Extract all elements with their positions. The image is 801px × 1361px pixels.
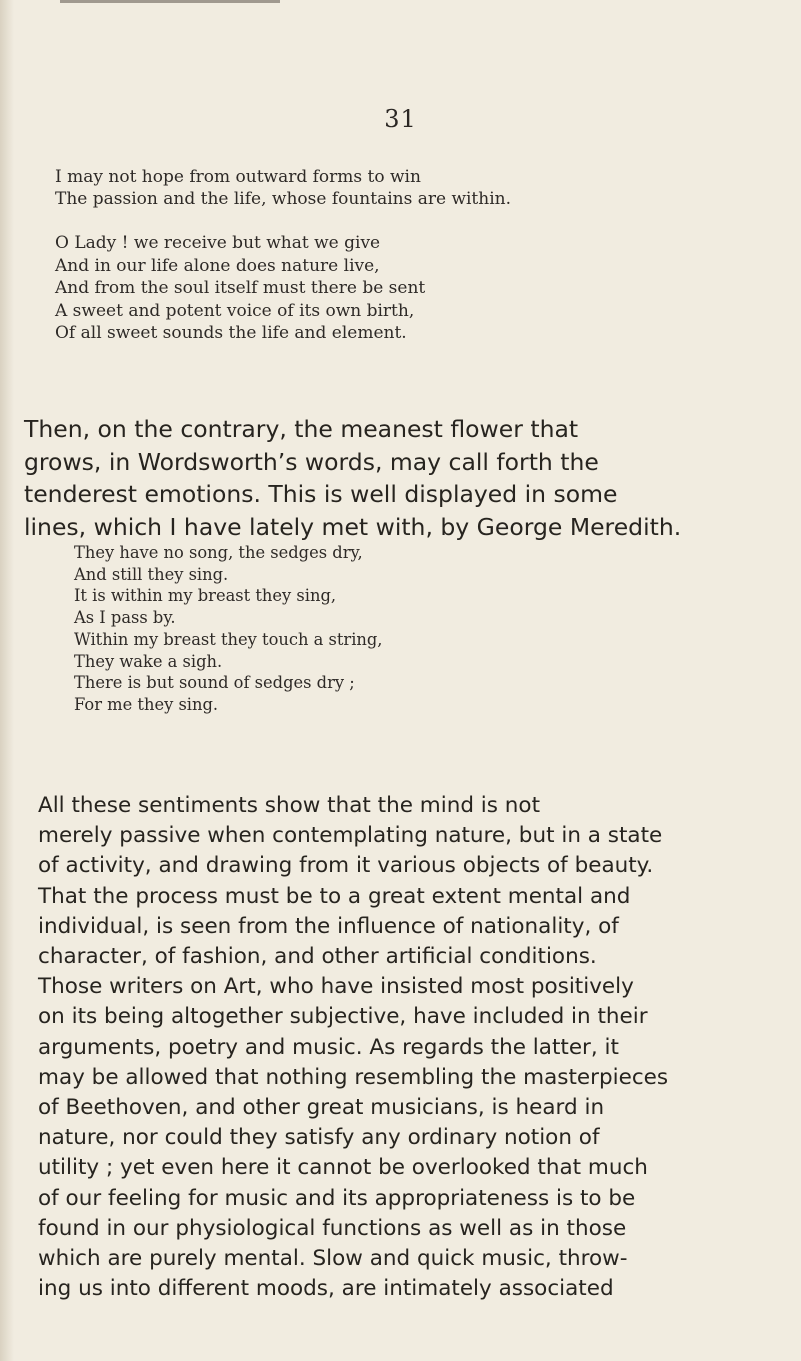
page-number: 31 (384, 105, 417, 133)
paragraph-line: nature, nor could they satisfy any ordinary notion of (38, 1125, 600, 1151)
paragraph-line: Then, on the contrary, the meanest flower that (24, 415, 579, 443)
poem-quote-second (55, 232, 425, 345)
poem-line: Of all sweet sounds the life and element. (55, 323, 407, 343)
paragraph-line: of activity, and drawing from it various objects of beauty. (38, 853, 654, 879)
poem-line: It is within my breast they sing, (74, 586, 337, 606)
poem-line: There is but sound of sedges dry ; (74, 673, 355, 693)
paragraph-line: of our feeling for music and its appropriateness is to be (38, 1185, 636, 1211)
poem-line: And in our life alone does nature live, (55, 255, 380, 276)
paragraph-line: individual, is seen from the influence of nationality, of (38, 913, 619, 939)
paragraph-line: arguments, poetry and music. As regards the latter, it (38, 1034, 619, 1060)
page-gutter-shadow (0, 0, 14, 1361)
paragraph-line: of Beethoven, and other great musicians, is heard in (38, 1095, 605, 1121)
paragraph-line: utility ; yet even here it cannot be overlooked that much (38, 1155, 648, 1181)
poem-line: And from the soul itself must there be sent (55, 278, 426, 298)
poem-quote-meredith (74, 542, 383, 716)
poem-line: And still they sing. (74, 564, 229, 584)
paragraph-line: merely passive when contemplating nature, but in a state (38, 823, 663, 849)
poem-line: For me they sing. (74, 694, 219, 714)
paragraph-line: lines, which I have lately met with, by George Meredith. (24, 512, 682, 541)
poem-line: As I pass by. (74, 608, 176, 628)
paragraph-line: That the process must be to a great extent mental and (38, 883, 631, 909)
paragraph-line: on its being altogether subjective, have included in their (38, 1004, 648, 1030)
poem-line: They wake a sigh. (74, 651, 223, 671)
paragraph-line: Those writers on Art, who have insisted most positively (38, 974, 634, 1000)
poem-line: A sweet and potent voice of its own birth, (55, 300, 415, 321)
paragraph-line: character, of fashion, and other artificial conditions. (38, 944, 597, 970)
paragraph-line: tenderest emotions. This is well displayed in some (24, 480, 618, 508)
paragraph-line: which are purely mental. Slow and quick music, throw- (38, 1246, 628, 1272)
paragraph-line: grows, in Wordsworth’s words, may call forth the (24, 447, 599, 476)
poem-quote-first (55, 166, 511, 210)
paragraph-first (24, 413, 681, 543)
poem-line: Within my breast they touch a string, (74, 629, 383, 649)
poem-line: They have no song, the sedges dry, (74, 543, 363, 562)
poem-line: O Lady ! we receive but what we give (55, 233, 381, 253)
paragraph-line: ing us into different moods, are intimately associated (38, 1276, 614, 1302)
paragraph-line: found in our physiological functions as well as in those (38, 1215, 627, 1241)
poem-line: I may not hope from outward forms to win (55, 167, 421, 187)
paragraph-line: All these sentiments show that the mind is not (38, 793, 541, 818)
paragraph-second (38, 791, 668, 1304)
poem-line: The passion and the life, whose fountains are within. (55, 189, 512, 209)
top-edge-rule (60, 0, 280, 3)
paragraph-line: may be allowed that nothing resembling the masterpieces (38, 1064, 669, 1090)
